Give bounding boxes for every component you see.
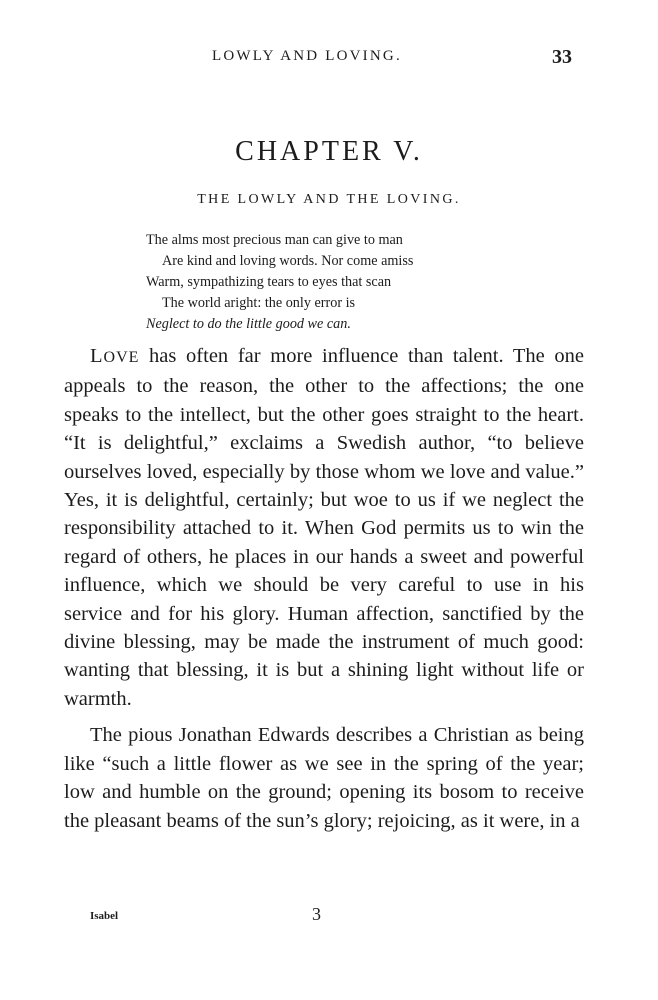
running-title: LOWLY AND LOVING. <box>212 48 402 64</box>
chapter-title: CHAPTER V. <box>235 136 423 167</box>
paragraph-initial: L <box>90 345 104 367</box>
epigraph-poem <box>146 230 546 335</box>
running-head <box>0 48 658 72</box>
page-number: 33 <box>552 46 572 68</box>
chapter-subtitle: THE LOWLY AND THE LOVING. <box>197 192 461 207</box>
epigraph-line: Neglect to do the little good we can. <box>146 316 351 332</box>
epigraph-line: Warm, sympathizing tears to eyes that scan <box>146 274 392 290</box>
epigraph-line: Are kind and loving words. Nor come amiss <box>162 253 414 269</box>
paragraph-text: has often far more influence than talent. The one appeals to the reason, the other to the affections; the one speaks to the intellect, but the other goes straight to the heart. “It is delightful,” exclaims a Swedish author, “to believe ourselves loved, especially by those whom we love and value.” Yes, it is delightful, certainly; but woe to us if we neglect the responsibility attached to it. When God permits us to win the regard of others, he places in our hands a sweet and powerful influence, which we should be very careful to use in his service and for his glory. Human affection, sanctified by the divine blessing, may be made the instrument of much good: wanting that blessing, it is but a shining light without life or warmth. <box>64 345 584 710</box>
body-text <box>64 342 584 835</box>
epigraph-line: The world aright: the only error is <box>162 295 356 311</box>
paragraph <box>64 721 584 835</box>
epigraph-line: The alms most precious man can give to man <box>146 232 403 248</box>
paragraph-small-caps: OVE <box>103 349 140 366</box>
printer-signature-number: 3 <box>312 904 321 924</box>
printer-signature-label: Isabel <box>90 910 119 922</box>
paragraph <box>64 342 584 713</box>
paragraph-text: The pious Jonathan Edwards describes a Christian as being like “such a little flower as we see in the spring of the year; low and humble on the ground; opening its bosom to receive the pleasant beams of the sun’s glory; rejoicing, as it were, in a <box>64 724 584 832</box>
